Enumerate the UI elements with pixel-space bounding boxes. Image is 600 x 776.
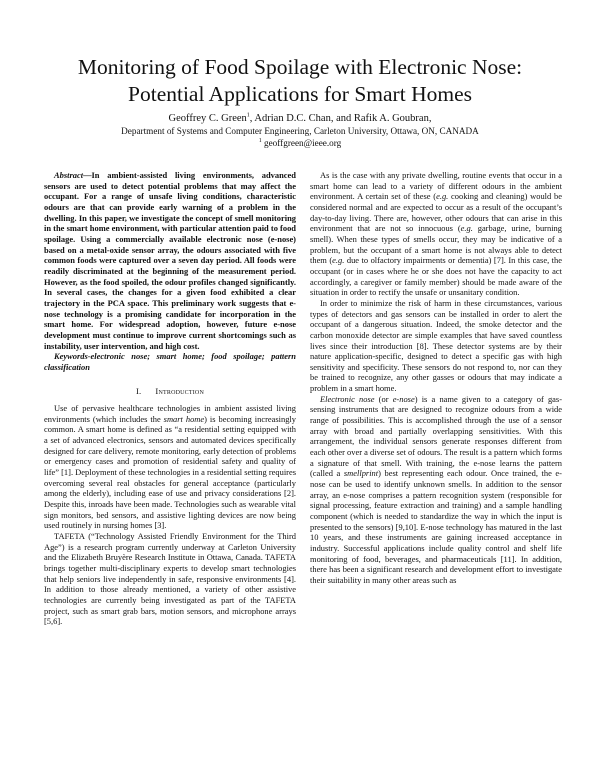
text-run: due to olfactory impairments or dementia) [7]. In this case, the occupant (or in cases where he or she does not have the capacity to act accordingly, a caregiver or family member) should be made aware of the situation in order to rectify the unsafe or unsanitary condition. — [310, 255, 562, 298]
emphasis: smellprint — [343, 468, 379, 479]
author-email: geoffgreen@ieee.org — [264, 138, 342, 148]
emphasis: Electronic nose — [320, 393, 375, 404]
emphasis: smart home — [163, 413, 205, 424]
text-run: ) is a name given to a category of gas-sensing instruments that are designed to recognize odours from a wide range of possibilities. This is accomplished through the use of a sensor array with broad and partially overlapping sensitivities. With this arrangement, the individual sensors generate responses different from each other over a diverse set of odours. The result is a pattern which forms a signature of that smell. With training, the e-nose learns the pattern (called a — [310, 393, 562, 479]
intro-paragraph-2: TAFETA (“Technology Assisted Friendly Environment for the Third Age”) is a research program currently underway at Carleton University and the Elizabeth Bruyère Research Institute in Ottawa, Canada. TAFETA brings together multi-disciplinary experts to develop smart technologies that help seniors live independently in safe, responsive environments [4]. In addition to those already mentioned, a variety of other assistive technologies are currently being investigated as part of the TAFETA project, such as smart grab bars, motion sensors, and microphone arrays [5,6]. — [44, 531, 296, 627]
affiliation: Department of Systems and Computer Engineering, Carleton University, Ottawa, ON, CANADA — [121, 126, 479, 136]
text-run: As is the case with any private dwelling, routine events that occur in a smart home can lead to a variety of different odours in the ambient environment. A certain set of these ( — [310, 170, 562, 202]
title-line-1: Monitoring of Food Spoilage with Electronic Nose: — [77, 55, 523, 79]
section-heading-introduction — [44, 386, 296, 397]
right-column — [310, 170, 562, 586]
text-run: ) best representing each odour. Once trained, the e-nose can be used to identify unknown smells. In addition to the sensor array, an e-nose comprises a pattern recognition system (responsible for signal processing, feature extraction and training) and a sample handling component (which is needed to standardize the way in which the input is presented to the sensors) [9,10]. E-nose technology has matured in the last 10 years, and these instruments are gaining increased acceptance in industry. Successful applications include quality control and shelf life monitoring of food, beverages, and pharmaceuticals [11]. In addition, there has been a significant research and development effort to investigate their suitability in many other areas such as — [310, 468, 562, 585]
paper-title — [40, 54, 560, 108]
author-email-line — [40, 137, 560, 149]
body-paragraph-2: In order to minimize the risk of harm in these circumstances, various types of detectors and gas sensors can be installed in order to alert the occupant of a dangerous situation. Indeed, the smoke detector and the carbon monoxide detector are simple examples that have saved countless lives since their introduction [8]. These detector systems are by their nature application-specific, designed to detect a specific gas with high sensitivity and specificity. These sensors do not respond to, nor can they be trained to recognize, any other gasses or odours that may indicate a problem in a smart home. — [310, 297, 562, 394]
section-number: I. — [135, 386, 142, 397]
section-title: Introduction — [155, 386, 204, 397]
abstract — [44, 170, 296, 351]
abstract-label: Abstract — [54, 170, 84, 180]
author-list — [40, 112, 560, 125]
emphasis: e.g. — [332, 255, 345, 266]
intro-paragraph-1 — [44, 403, 296, 531]
text-run: Use of pervasive healthcare technologies in ambient assisted living environments (which includes the — [44, 403, 296, 424]
text-run: (or — [374, 393, 393, 404]
left-column — [44, 170, 296, 627]
text-run: garbage, urine, burning smell). When these types of smells occur, they may be indicative of a problem, but the occupant of a smart home is not always able to detect them ( — [310, 223, 562, 266]
keywords: Keywords-electronic nose; smart home; food spoilage; pattern classification — [44, 351, 296, 372]
text-run: cooking and cleaning) would be considered normal and are expected to occur as a result of the occupant’s day-to-day living. There are, however, other odours that can arise in this environment that are not so innocuous ( — [310, 191, 562, 234]
other-authors: , Adrian D.C. Chan, and Rafik A. Goubran, — [249, 113, 432, 124]
abstract-text: —In ambient-assisted living environments, advanced sensors are used to detect potential problems that may affect the occupant. For a range of unsafe living conditions, characteristic odours are that can provide early warning of a problem in the dwelling. In this paper, we investigate the concept of smell monitoring in the smart home environment, with particular attention paid to food spoilage. Using a commercially available electronic nose (e-nose) based on a metal-oxide sensor array, the odours associated with five common foods were captured over a seven day period. All foods were readily discriminated at the beginning of the measurement period. However, as the food spoiled, the odour profiles changed significantly. In several cases, the changes for a given food exhibited a clear trajectory in the PCA space. This preliminary work suggests that e-nose technology is a promising candidate for incorporation in the smart home. For widespread adoption, however, future e-nose development must continue to improve current shortcomings such as instability, user intervention, and high cost. — [44, 170, 296, 351]
emphasis: e.g. — [460, 223, 473, 234]
emphasis: e-nose — [392, 393, 415, 404]
first-author: Geoffrey C. Green — [168, 113, 247, 124]
emphasis: e.g. — [436, 191, 449, 202]
email-footnote-mark: 1 — [258, 137, 262, 144]
author-footnote-mark: 1 — [246, 112, 250, 119]
title-line-2: Potential Applications for Smart Homes — [128, 82, 472, 106]
body-paragraph-3 — [310, 394, 562, 586]
text-run: ) is becoming increasingly common. A smart home is defined as “a residential setting equipped with a set of advanced electronics, sensors and automated devices specifically designed for care delivery, remote monitoring, early detection of problems or emergency cases and promotion of residential safety and quality of life” [1]. Deployment of these technologies in a residential setting requires overcoming several real obstacles for general acceptance (particularly among the elderly), including ease of use and privacy considerations [2]. Despite this, inroads have been made. Technologies such as wearable vital sign monitors, bed sensors, and assistive lighting devices are now being used routinely in nursing homes [3]. — [44, 413, 296, 531]
body-paragraph-1 — [310, 170, 562, 298]
